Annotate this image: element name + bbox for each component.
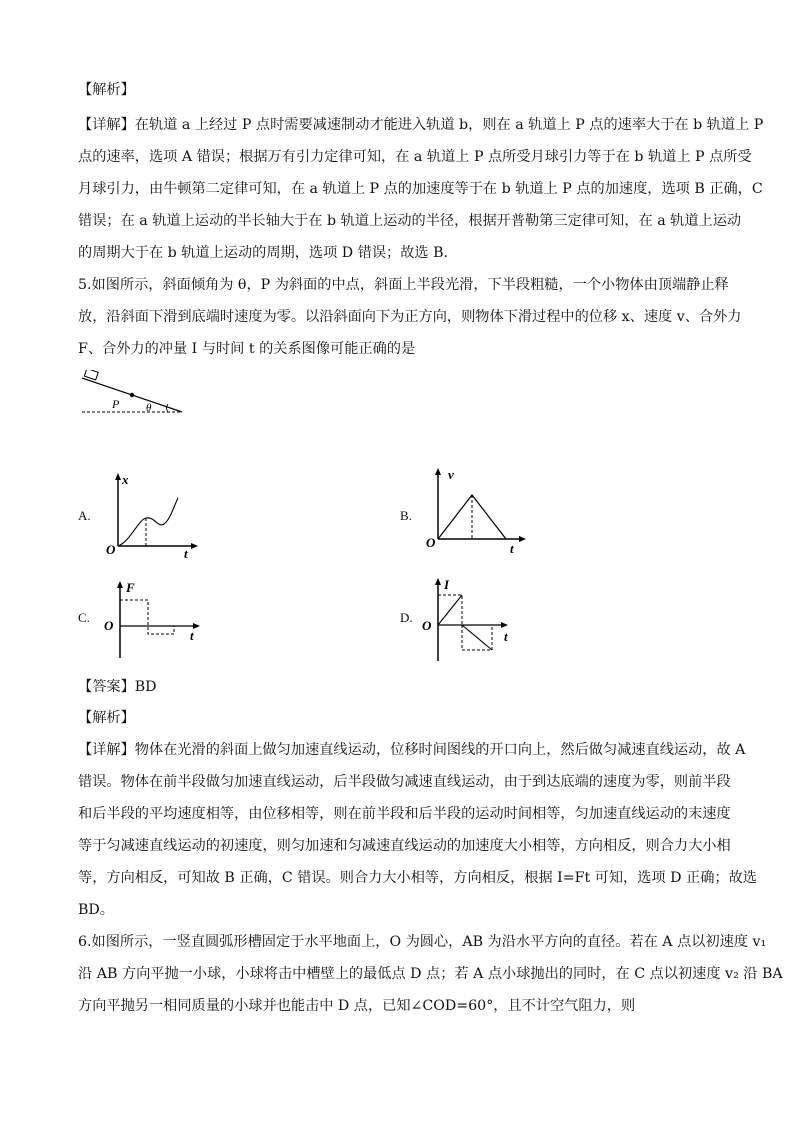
option-d-y-axis: I xyxy=(444,577,450,592)
incline-figure xyxy=(78,370,188,418)
q4-analysis-line: 月球引力，由牛顿第二定律可知，在 a 轨道上 P 点的加速度等于在 b 轨道上 P 点的加速度，选项 B 正确，C xyxy=(78,181,763,197)
option-b-graph xyxy=(420,465,530,555)
option-c-x-axis: t xyxy=(190,628,194,643)
option-d-label: D. xyxy=(400,610,413,625)
option-d-graph xyxy=(420,575,530,663)
q5-analysis-line: BD。 xyxy=(78,902,114,918)
option-c-label: C. xyxy=(78,610,90,625)
q5-analysis-line: 等于匀减速直线运动的初速度，则匀加速和匀减速直线运动的加速度大小相等，方向相反，则合力大小相 xyxy=(78,838,731,854)
q5-analysis-line: 和后半段的平均速度相等，由位移相等，则在前半段和后半段的运动时间相等，匀加速直线运动的末速度 xyxy=(78,806,731,822)
q5-analysis-line: 等，方向相反，可知故 B 正确，C 错误。则合力大小相等，方向相反，根据 I=Ft 可知，选项 D 正确；故选 xyxy=(78,870,757,886)
q4-analysis-heading: 【解析】 xyxy=(78,82,135,98)
option-b-x-axis: t xyxy=(510,541,514,555)
q5-answer: 【答案】BD xyxy=(78,679,157,695)
option-d-x-axis: t xyxy=(504,629,508,644)
q4-analysis-line: 点的速率，选项 A 错误；根据万有引力定律可知，在 a 轨道上 P 点所受月球引力等于在 b 轨道上 P 点所受 xyxy=(78,149,752,165)
option-a-origin: O xyxy=(106,542,116,557)
q5-stem-line: 5.如图所示，斜面倾角为 θ，P 为斜面的中点，斜面上半段光滑，下半段粗糙，一个小物体由顶端静止释 xyxy=(78,277,729,293)
option-b-origin: O xyxy=(426,535,436,550)
option-d-origin: O xyxy=(422,618,432,633)
q4-analysis-line: 错误；在 a 轨道上运动的半长轴大于在 b 轨道上运动的半径，根据开普勒第三定律可知，在 a 轨道上运动 xyxy=(78,213,742,229)
option-a-label: A. xyxy=(78,508,91,523)
incline-point-label: P xyxy=(112,397,120,411)
q5-stem-line: F、合外力的冲量 I 与时间 t 的关系图像可能正确的是 xyxy=(78,341,416,357)
option-c-origin: O xyxy=(104,618,114,633)
option-a-graph xyxy=(100,470,200,560)
incline-angle-label: θ xyxy=(146,402,152,414)
q6-stem-line: 方向平抛另一相同质量的小球并也能击中 D 点，已知∠COD=60°，且不计空气阻力，则 xyxy=(78,998,636,1014)
q5-stem-line: 放，沿斜面下滑到底端时速度为零。以沿斜面向下为正方向，则物体下滑过程中的位移 x、速度 v、合外力 xyxy=(78,309,742,325)
q6-stem-line: 沿 AB 方向平抛一小球，小球将击中槽壁上的最低点 D 点；若 A 点小球抛出的同时，在 C 点以初速度 v₂ 沿 BA xyxy=(78,966,783,982)
q4-analysis-line: 的周期大于在 b 轨道上运动的周期，选项 D 错误；故选 B. xyxy=(78,245,449,261)
option-b-y-axis: v xyxy=(448,467,454,482)
q6-stem-line: 6.如图所示，一竖直圆弧形槽固定于水平地面上，O 为圆心，AB 为沿水平方向的直径。若在 A 点以初速度 v₁ xyxy=(78,934,767,950)
q5-analysis-heading: 【解析】 xyxy=(78,710,135,726)
q5-analysis-line: 错误。物体在前半段做匀加速直线运动，后半段做匀减速直线运动，由于到达底端的速度为零，则前半段 xyxy=(78,774,731,790)
q4-analysis-line: 【详解】在轨道 a 上经过 P 点时需要减速制动才能进入轨道 b，则在 a 轨道上 P 点的速率大于在 b 轨道上 P xyxy=(78,117,764,133)
option-c-y-axis: F xyxy=(126,580,135,595)
option-c-graph xyxy=(100,578,210,660)
option-a-x-axis: t xyxy=(184,546,188,560)
option-a-y-axis: x xyxy=(122,472,129,487)
option-b-label: B. xyxy=(400,508,412,523)
q5-analysis-line: 【详解】物体在光滑的斜面上做匀加速直线运动，位移时间图线的开口向上，然后做匀减速直线运动，故 A xyxy=(78,742,746,758)
